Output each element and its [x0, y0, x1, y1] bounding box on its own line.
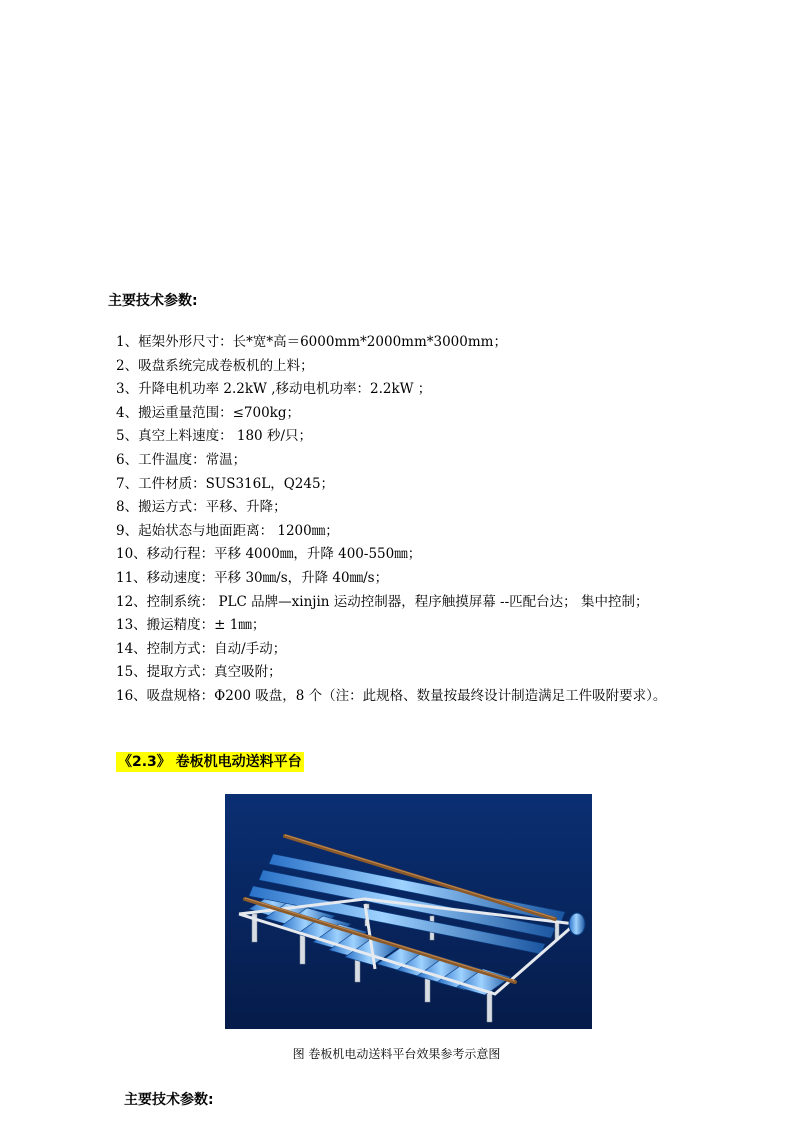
- param-item: 7、工件材质：SUS316L，Q245；: [116, 475, 335, 492]
- param-item: 4、搬运重量范围：≤700kg；: [116, 404, 300, 421]
- subsection-heading: 《2.3》 卷板机电动送料平台: [118, 754, 302, 770]
- param-item: 16、吸盘规格：Φ200 吸盘，8 个（注：此规格、数量按最终设计制造满足工件吸附要求）。: [116, 687, 667, 704]
- param-item: 12、控制系统： PLC 品牌—xinjin 运动控制器，程序触摸屏幕 --匹配台达； 集中控制；: [116, 593, 649, 610]
- section-heading-2: 主要技术参数:: [124, 1092, 214, 1108]
- parameter-list: [116, 331, 666, 709]
- param-item: 6、工件温度：常温；: [116, 451, 247, 468]
- param-item: 14、控制方式：自动/手动；: [116, 640, 287, 657]
- param-item: 2、吸盘系统完成卷板机的上料；: [116, 357, 314, 374]
- param-item: 9、起始状态与地面距离： 1200㎜；: [116, 522, 339, 539]
- param-item: 10、移动行程：平移 4000㎜，升降 400-550㎜；: [116, 546, 422, 563]
- param-item: 15、提取方式：真空吸附；: [116, 664, 282, 681]
- param-item: 11、移动速度：平移 30㎜/s，升降 40㎜/s；: [116, 569, 389, 586]
- roller-platform-figure: [225, 794, 592, 1029]
- param-item: 13、搬运精度：± 1㎜；: [116, 617, 266, 634]
- section-heading: 主要技术参数:: [108, 293, 198, 309]
- param-item: 3、升降电机功率 2.2kW ,移动电机功率：2.2kW ；: [116, 381, 432, 398]
- figure-caption: 图 卷板机电动送料平台效果参考示意图: [292, 1047, 501, 1061]
- param-item: 1、框架外形尺寸：长*宽*高＝6000mm*2000mm*3000mm；: [116, 334, 507, 350]
- param-item: 8、搬运方式：平移、升降；: [116, 499, 287, 516]
- param-item: 5、真空上料速度： 180 秒/只；: [116, 428, 312, 445]
